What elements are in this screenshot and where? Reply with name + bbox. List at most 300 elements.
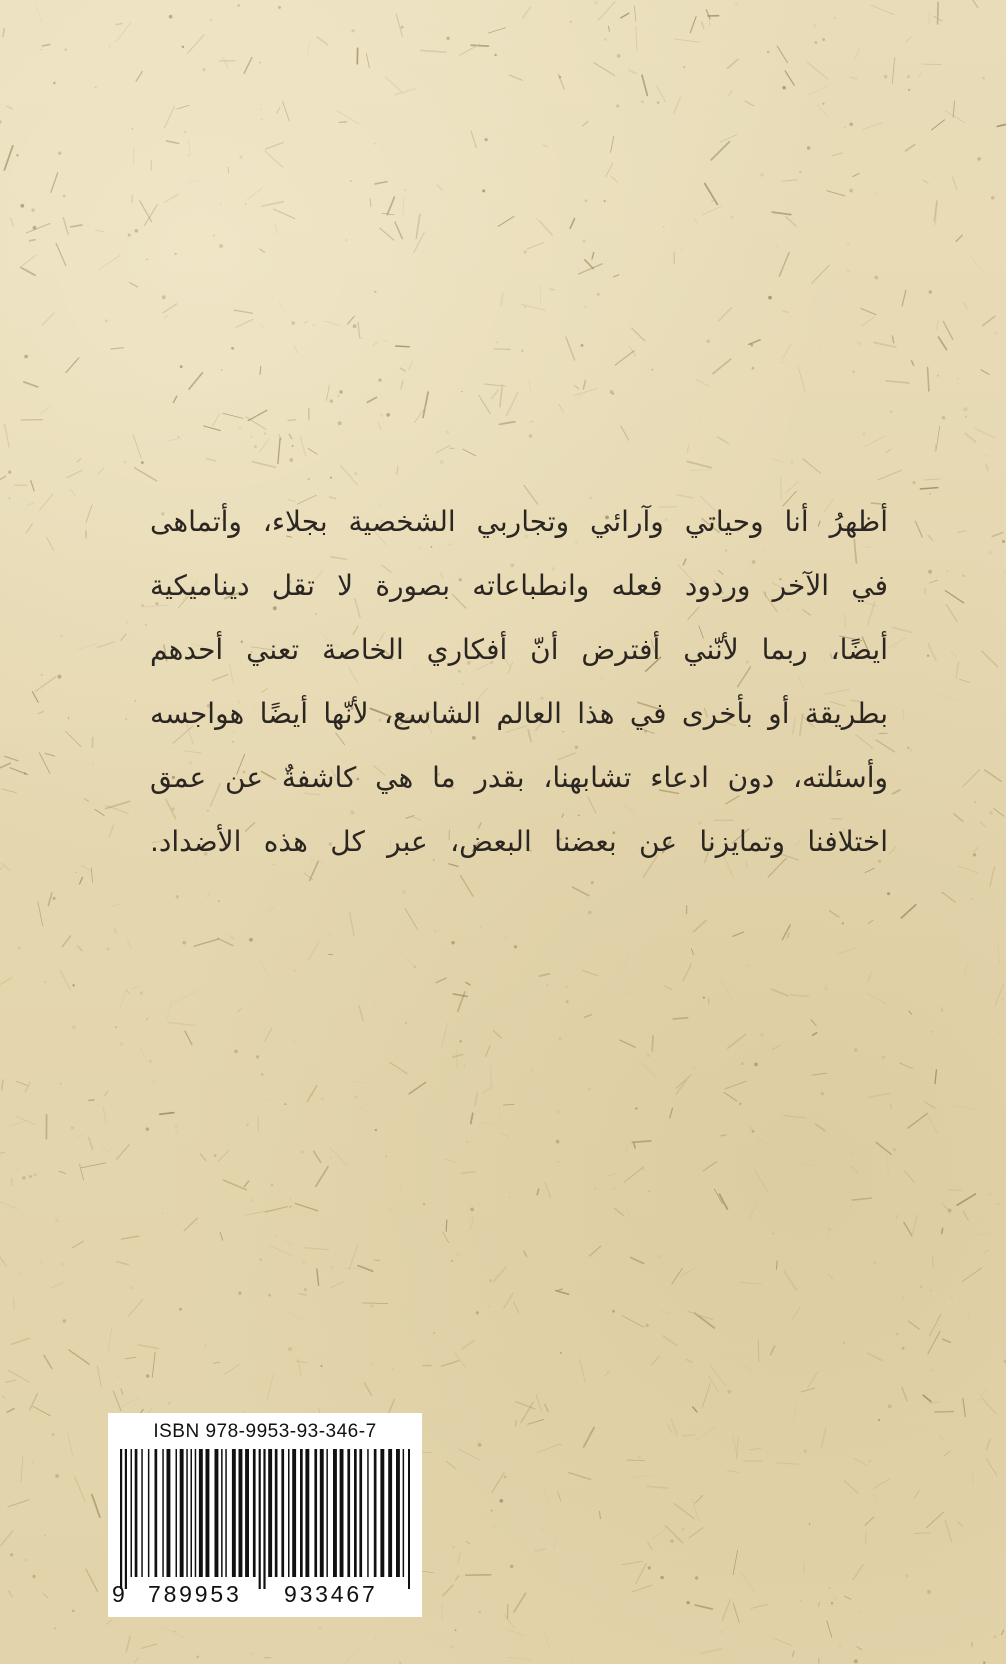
paper-speck bbox=[925, 979, 927, 981]
paper-speck bbox=[65, 49, 67, 51]
paper-fibre bbox=[163, 304, 177, 313]
paper-fibre bbox=[681, 1267, 697, 1276]
paper-fibre bbox=[14, 1298, 15, 1310]
paper-speck bbox=[461, 391, 462, 392]
paper-fibre bbox=[45, 753, 55, 756]
paper-speck bbox=[523, 250, 527, 254]
paper-fibre bbox=[126, 990, 129, 993]
paper-speck bbox=[804, 1450, 807, 1453]
barcode-bar bbox=[180, 1449, 184, 1577]
paper-fibre bbox=[214, 1362, 220, 1363]
paper-fibre bbox=[785, 1272, 797, 1291]
paper-speck bbox=[197, 1656, 200, 1659]
paper-fibre bbox=[21, 1456, 23, 1482]
paper-speck bbox=[556, 1110, 560, 1114]
paper-fibre bbox=[135, 1658, 138, 1662]
paper-speck bbox=[782, 86, 785, 89]
paper-fibre bbox=[959, 679, 969, 682]
paper-speck bbox=[670, 1539, 673, 1542]
paper-fibre bbox=[749, 1201, 758, 1220]
paper-speck bbox=[126, 621, 129, 624]
paper-fibre bbox=[556, 1291, 569, 1295]
paper-fibre bbox=[304, 1248, 329, 1250]
paper-fibre bbox=[983, 316, 995, 325]
paper-speck bbox=[237, 4, 240, 7]
paper-speck bbox=[588, 1088, 590, 1090]
paper-speck bbox=[404, 189, 405, 190]
paper-speck bbox=[631, 253, 632, 254]
paper-fibre bbox=[969, 1314, 970, 1321]
paper-speck bbox=[374, 291, 376, 293]
paper-fibre bbox=[642, 75, 647, 95]
paper-fibre bbox=[265, 1207, 287, 1212]
paper-speck bbox=[703, 997, 705, 999]
paper-fibre bbox=[830, 911, 839, 917]
paper-fibre bbox=[962, 1268, 982, 1282]
paper-fibre bbox=[956, 1311, 969, 1319]
paper-fibre bbox=[106, 1620, 111, 1624]
paper-speck bbox=[643, 1169, 645, 1171]
paper-fibre bbox=[908, 1114, 928, 1129]
paper-fibre bbox=[583, 121, 589, 126]
paper-speck bbox=[951, 1297, 953, 1299]
paper-fibre bbox=[975, 429, 995, 438]
paper-fibre bbox=[864, 436, 885, 447]
paper-fibre bbox=[349, 1245, 357, 1269]
paper-fibre bbox=[844, 1596, 851, 1599]
paper-speck bbox=[509, 1196, 511, 1198]
paper-speck bbox=[256, 1055, 259, 1058]
paper-fibre bbox=[990, 867, 995, 887]
paper-speck bbox=[451, 1260, 453, 1262]
paper-speck bbox=[152, 1080, 155, 1083]
paper-fibre bbox=[144, 205, 157, 226]
paper-speck bbox=[665, 1090, 667, 1092]
paper-fibre bbox=[390, 1062, 407, 1073]
paper-fibre bbox=[636, 27, 637, 51]
paper-speck bbox=[238, 1292, 241, 1295]
paper-fibre bbox=[11, 218, 14, 226]
paper-fibre bbox=[811, 1020, 816, 1026]
paper-fibre bbox=[275, 225, 278, 234]
paper-speck bbox=[937, 375, 939, 377]
paper-fibre bbox=[378, 423, 381, 429]
paper-fibre bbox=[728, 59, 738, 68]
paper-speck bbox=[68, 717, 69, 718]
paper-fibre bbox=[687, 462, 711, 468]
paper-fibre bbox=[140, 201, 152, 222]
paper-speck bbox=[929, 493, 931, 495]
paper-speck bbox=[711, 200, 713, 202]
paper-fibre bbox=[798, 367, 805, 391]
paper-fibre bbox=[972, 1471, 973, 1483]
paper-fibre bbox=[40, 406, 51, 415]
paper-speck bbox=[390, 1209, 391, 1210]
paper-fibre bbox=[528, 1420, 544, 1425]
paper-fibre bbox=[16, 1081, 27, 1085]
paper-speck bbox=[905, 1574, 909, 1578]
paper-speck bbox=[60, 634, 63, 637]
paper-fibre bbox=[566, 337, 575, 360]
paper-fibre bbox=[935, 202, 937, 225]
paper-fibre bbox=[853, 173, 859, 176]
paper-fibre bbox=[8, 1500, 29, 1507]
paper-speck bbox=[293, 969, 296, 972]
paper-fibre bbox=[622, 1316, 644, 1327]
paper-fibre bbox=[855, 48, 860, 59]
barcode-bar bbox=[281, 1449, 284, 1577]
paper-speck bbox=[594, 1188, 596, 1190]
paper-fibre bbox=[236, 319, 253, 327]
paper-fibre bbox=[868, 971, 872, 981]
paper-fibre bbox=[493, 1525, 499, 1527]
paper-fibre bbox=[0, 1256, 6, 1266]
paper-speck bbox=[361, 337, 362, 338]
paper-fibre bbox=[380, 228, 394, 240]
paper-speck bbox=[63, 194, 66, 197]
paper-speck bbox=[850, 1152, 853, 1155]
paper-fibre bbox=[887, 449, 891, 452]
paper-speck bbox=[580, 395, 582, 397]
barcode-bar bbox=[359, 1449, 362, 1577]
paper-speck bbox=[354, 1096, 357, 1099]
paper-speck bbox=[140, 992, 143, 995]
paper-fibre bbox=[366, 54, 369, 68]
paper-fibre bbox=[873, 1494, 878, 1507]
paper-speck bbox=[581, 344, 584, 347]
paper-fibre bbox=[185, 1031, 192, 1045]
paper-speck bbox=[75, 872, 76, 873]
paper-speck bbox=[214, 1154, 217, 1157]
paper-fibre bbox=[901, 905, 915, 918]
barcode-bar bbox=[367, 1449, 369, 1577]
paper-fibre bbox=[244, 58, 252, 74]
paper-fibre bbox=[958, 531, 966, 533]
paper-speck bbox=[176, 895, 179, 898]
paper-fibre bbox=[165, 107, 175, 128]
paper-fibre bbox=[535, 1549, 545, 1551]
paper-speck bbox=[58, 151, 61, 154]
paper-speck bbox=[308, 478, 310, 480]
paper-fibre bbox=[986, 1458, 997, 1475]
paper-fibre bbox=[265, 1028, 273, 1042]
paper-speck bbox=[591, 881, 594, 884]
paper-fibre bbox=[721, 1135, 726, 1136]
paper-fibre bbox=[621, 992, 633, 997]
paper-fibre bbox=[231, 936, 235, 940]
paper-fibre bbox=[627, 1460, 645, 1461]
paper-fibre bbox=[926, 1112, 938, 1133]
paper-fibre bbox=[675, 39, 700, 42]
paper-fibre bbox=[942, 892, 955, 902]
barcode-bar bbox=[232, 1449, 236, 1577]
paper-fibre bbox=[665, 1526, 682, 1543]
paper-fibre bbox=[676, 1080, 686, 1094]
paper-fibre bbox=[851, 1166, 859, 1173]
paper-fibre bbox=[358, 323, 360, 338]
paper-speck bbox=[844, 127, 846, 129]
paper-fibre bbox=[401, 381, 403, 389]
paper-fibre bbox=[9, 1591, 13, 1597]
paper-speck bbox=[446, 37, 449, 40]
paper-fibre bbox=[998, 942, 1000, 964]
paper-fibre bbox=[916, 521, 923, 537]
barcode-bar bbox=[120, 1449, 122, 1589]
paper-fibre bbox=[7, 1409, 14, 1413]
paper-speck bbox=[380, 414, 383, 417]
paper-fibre bbox=[463, 449, 476, 456]
paper-fibre bbox=[963, 1211, 968, 1220]
paper-speck bbox=[221, 369, 223, 371]
paper-speck bbox=[857, 341, 861, 345]
paper-speck bbox=[33, 226, 37, 230]
paper-speck bbox=[928, 570, 932, 574]
paper-fibre bbox=[421, 50, 446, 52]
paper-fibre bbox=[606, 163, 613, 177]
paper-speck bbox=[772, 1233, 774, 1235]
paper-fibre bbox=[613, 275, 619, 277]
paper-fibre bbox=[30, 240, 35, 241]
paper-fibre bbox=[693, 1407, 697, 1412]
paper-speck bbox=[887, 892, 890, 895]
paper-fibre bbox=[719, 308, 732, 321]
paper-fibre bbox=[458, 1449, 480, 1460]
paper-fibre bbox=[785, 71, 794, 85]
paper-fibre bbox=[722, 1600, 730, 1621]
paper-speck bbox=[338, 421, 342, 425]
barcode-bar bbox=[131, 1449, 133, 1577]
paper-speck bbox=[995, 331, 998, 334]
paper-fibre bbox=[248, 410, 267, 420]
paper-speck bbox=[558, 1161, 559, 1162]
paper-fibre bbox=[942, 1228, 943, 1233]
paper-fibre bbox=[571, 1653, 572, 1659]
paper-fibre bbox=[904, 1222, 912, 1235]
paper-fibre bbox=[30, 1394, 38, 1410]
paper-speck bbox=[44, 981, 46, 983]
paper-fibre bbox=[117, 1374, 122, 1378]
paper-fibre bbox=[63, 218, 68, 234]
paper-fibre bbox=[174, 991, 197, 1002]
paper-fibre bbox=[651, 1356, 659, 1365]
barcode-bar bbox=[288, 1449, 290, 1577]
paper-fibre bbox=[80, 1164, 84, 1180]
paper-fibre bbox=[905, 1171, 915, 1183]
paper-speck bbox=[174, 253, 176, 255]
paper-speck bbox=[301, 1151, 304, 1154]
paper-speck bbox=[259, 1258, 262, 1261]
paper-speck bbox=[807, 146, 810, 149]
paper-fibre bbox=[339, 122, 347, 123]
barcode-digit-first: 9 bbox=[112, 1581, 125, 1607]
paper-fibre bbox=[39, 712, 44, 714]
paper-speck bbox=[957, 378, 959, 380]
paper-speck bbox=[735, 3, 738, 6]
paper-fibre bbox=[350, 1081, 364, 1083]
paper-fibre bbox=[81, 1163, 105, 1168]
paper-speck bbox=[908, 89, 910, 91]
paper-speck bbox=[529, 434, 532, 437]
paper-fibre bbox=[437, 185, 442, 191]
paper-fibre bbox=[822, 1427, 826, 1447]
paper-fibre bbox=[852, 1198, 871, 1200]
paper-speck bbox=[174, 1630, 176, 1632]
paper-fibre bbox=[964, 302, 967, 309]
paper-speck bbox=[800, 1600, 802, 1602]
paper-fibre bbox=[513, 1302, 519, 1313]
paper-fibre bbox=[21, 268, 35, 276]
paper-speck bbox=[178, 436, 180, 438]
paper-fibre bbox=[8, 1370, 29, 1382]
paper-fibre bbox=[889, 847, 896, 854]
paper-fibre bbox=[947, 1211, 964, 1224]
paper-fibre bbox=[5, 756, 18, 760]
paper-fibre bbox=[902, 290, 906, 306]
paper-fibre bbox=[827, 191, 845, 196]
paper-fibre bbox=[165, 315, 169, 318]
paper-fibre bbox=[540, 286, 541, 305]
paper-fibre bbox=[396, 14, 402, 36]
paper-speck bbox=[760, 173, 763, 176]
paper-fibre bbox=[732, 1435, 737, 1456]
paper-fibre bbox=[949, 1190, 961, 1191]
paper-speck bbox=[33, 1173, 36, 1176]
barcode-bar bbox=[148, 1449, 150, 1577]
paper-speck bbox=[965, 416, 967, 418]
paper-speck bbox=[141, 604, 144, 607]
paper-fibre bbox=[574, 385, 579, 388]
paper-speck bbox=[991, 196, 995, 200]
paper-speck bbox=[645, 1324, 649, 1328]
paper-fibre bbox=[652, 1036, 653, 1051]
paper-speck bbox=[536, 218, 537, 219]
paper-fibre bbox=[783, 311, 788, 313]
paper-fibre bbox=[574, 388, 598, 395]
paper-fibre bbox=[690, 470, 711, 471]
barcode-bar bbox=[320, 1449, 324, 1577]
paper-fibre bbox=[6, 1380, 16, 1382]
paper-fibre bbox=[501, 293, 503, 305]
paper-speck bbox=[353, 324, 357, 328]
paper-fibre bbox=[912, 361, 914, 366]
paper-speck bbox=[878, 1419, 880, 1421]
paper-fibre bbox=[942, 1008, 943, 1012]
paper-fibre bbox=[611, 177, 617, 183]
paper-fibre bbox=[504, 1293, 513, 1308]
paper-speck bbox=[182, 941, 186, 945]
paper-speck bbox=[271, 1184, 273, 1186]
paper-speck bbox=[556, 1140, 560, 1144]
paper-speck bbox=[59, 1082, 61, 1084]
paper-fibre bbox=[622, 1561, 643, 1565]
paper-speck bbox=[219, 244, 223, 248]
paper-fibre bbox=[580, 1359, 586, 1382]
paper-fibre bbox=[674, 98, 680, 113]
paper-speck bbox=[560, 1444, 562, 1446]
paper-speck bbox=[819, 347, 821, 349]
paper-fibre bbox=[938, 695, 958, 702]
paper-fibre bbox=[935, 1412, 953, 1413]
paper-fibre bbox=[308, 449, 317, 455]
paper-speck bbox=[847, 269, 851, 273]
paper-fibre bbox=[838, 948, 856, 954]
paper-speck bbox=[499, 1499, 503, 1503]
paper-speck bbox=[1002, 998, 1003, 999]
paper-fibre bbox=[22, 255, 36, 266]
paper-fibre bbox=[537, 1444, 560, 1453]
paper-fibre bbox=[207, 892, 211, 898]
paper-fibre bbox=[81, 866, 91, 871]
paper-fibre bbox=[670, 1108, 673, 1118]
paper-speck bbox=[566, 986, 568, 988]
paper-fibre bbox=[695, 1495, 703, 1503]
paper-fibre bbox=[902, 1388, 907, 1401]
paper-speck bbox=[29, 1175, 32, 1178]
paper-speck bbox=[843, 1341, 846, 1344]
paper-speck bbox=[831, 1602, 833, 1604]
paper-fibre bbox=[632, 328, 645, 341]
paper-speck bbox=[478, 1443, 482, 1447]
paper-speck bbox=[8, 497, 10, 499]
paper-speck bbox=[464, 1065, 465, 1066]
barcode-bar bbox=[141, 1449, 143, 1577]
paper-speck bbox=[175, 1132, 177, 1134]
paper-fibre bbox=[816, 1124, 825, 1130]
paper-fibre bbox=[594, 63, 615, 76]
paper-fibre bbox=[953, 177, 958, 190]
paper-speck bbox=[259, 62, 261, 64]
paper-fibre bbox=[871, 5, 894, 14]
paper-fibre bbox=[350, 912, 354, 936]
paper-fibre bbox=[545, 1183, 551, 1198]
paper-fibre bbox=[545, 1633, 550, 1650]
paper-fibre bbox=[396, 346, 410, 347]
paper-fibre bbox=[632, 1141, 651, 1142]
paper-fibre bbox=[623, 948, 631, 972]
paper-speck bbox=[433, 1332, 435, 1334]
paper-fibre bbox=[958, 866, 978, 873]
paper-fibre bbox=[160, 1113, 174, 1115]
paper-fibre bbox=[589, 1246, 601, 1256]
paper-fibre bbox=[756, 1137, 770, 1144]
paper-fibre bbox=[509, 1630, 524, 1636]
paper-fibre bbox=[492, 1473, 504, 1492]
paper-fibre bbox=[803, 459, 820, 473]
paper-fibre bbox=[779, 253, 789, 276]
paper-speck bbox=[681, 1528, 684, 1531]
paper-speck bbox=[134, 229, 138, 233]
paper-speck bbox=[874, 276, 878, 280]
paper-fibre bbox=[984, 1250, 988, 1253]
paper-speck bbox=[648, 1190, 650, 1192]
paper-speck bbox=[274, 1234, 277, 1237]
paper-speck bbox=[339, 390, 342, 393]
paper-speck bbox=[28, 1614, 31, 1617]
paper-fibre bbox=[504, 1104, 514, 1105]
paper-fibre bbox=[893, 790, 900, 794]
paper-fibre bbox=[592, 252, 594, 259]
barcode-bar bbox=[374, 1449, 377, 1577]
paper-speck bbox=[493, 1501, 495, 1503]
paper-speck bbox=[41, 49, 42, 50]
paper-fibre bbox=[51, 173, 58, 192]
paper-fibre bbox=[504, 1614, 515, 1627]
paper-speck bbox=[54, 1627, 56, 1629]
paper-fibre bbox=[346, 1647, 360, 1662]
paper-fibre bbox=[938, 3, 939, 25]
paper-speck bbox=[617, 54, 621, 58]
paper-speck bbox=[467, 1141, 469, 1143]
